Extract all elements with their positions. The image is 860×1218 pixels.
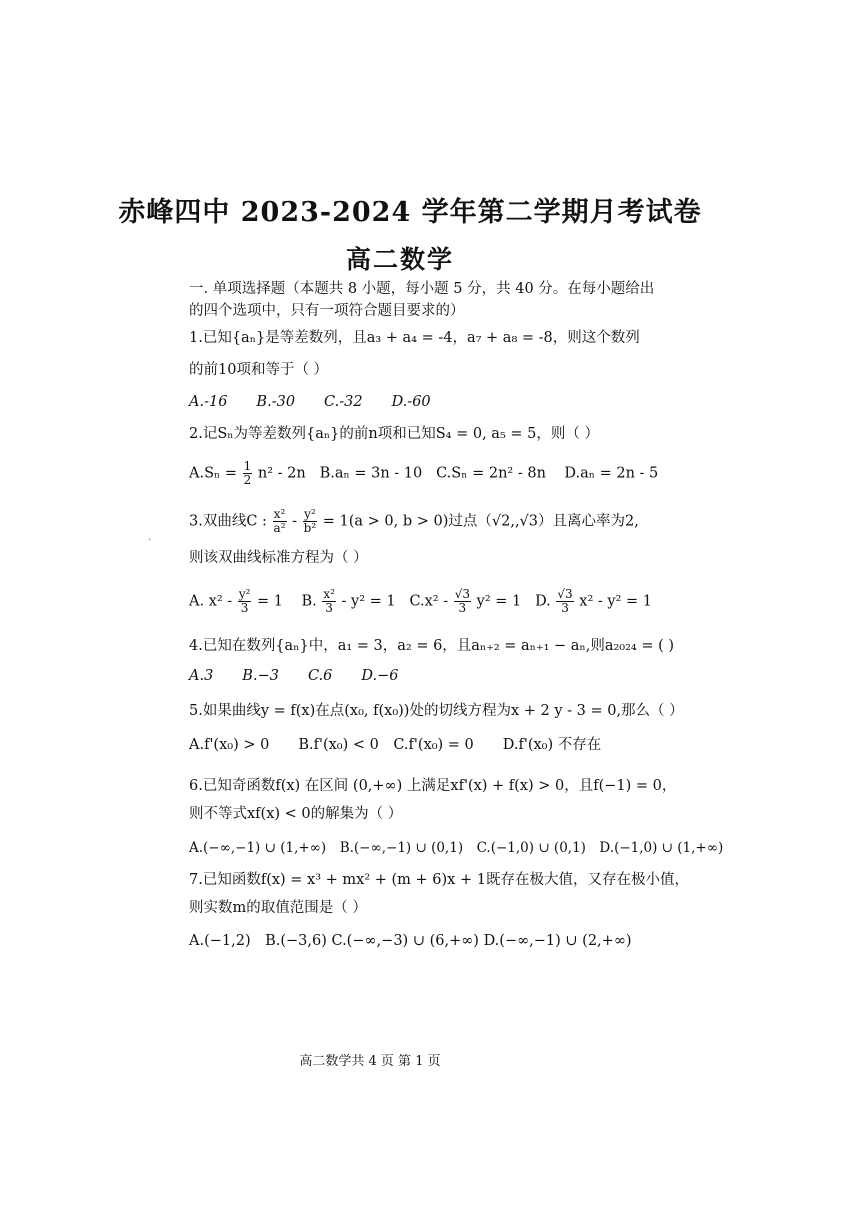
q3-d-num: √3 bbox=[557, 587, 573, 601]
q3-a-num: y² bbox=[238, 587, 251, 601]
q7-stem-line-2: 则实数m的取值范围是（ ） bbox=[189, 900, 367, 916]
section-heading-line-2: 的四个选项中，只有一项符合题目要求的） bbox=[189, 303, 465, 319]
q2-options bbox=[189, 460, 679, 487]
q1-stem-line-2: 的前10项和等于（ ） bbox=[189, 362, 329, 378]
q3-option-d-suffix: x² - y² = 1 bbox=[579, 593, 652, 610]
q3-option-c-suffix: y² = 1 bbox=[476, 593, 522, 610]
q3-a-den: 3 bbox=[240, 601, 249, 616]
q3-frac-y-num: y² bbox=[304, 507, 316, 521]
q6-stem-line-2: 则不等式xf(x) < 0的解集为（ ） bbox=[189, 806, 403, 822]
q3-option-c-prefix: C.x² - bbox=[409, 593, 449, 610]
q3-stem-line-2: 则该双曲线标准方程为（ ） bbox=[189, 550, 368, 566]
q3-option-c-fraction bbox=[454, 588, 471, 615]
exam-title: 赤峰四中 2023-2024 学年第二学期月考试卷 bbox=[118, 197, 702, 228]
q3-option-b-prefix: B. bbox=[301, 593, 317, 610]
section-heading-line-1: 一. 单项选择题（本题共 8 小题，每小题 5 分，共 40 分。在每小题给出 bbox=[189, 281, 655, 297]
q3-fraction-x bbox=[273, 508, 287, 535]
q4-options: A.3 B.−3 C.6 D.−6 bbox=[189, 668, 399, 684]
q2-option-d: D.aₙ = 2n - 5 bbox=[564, 465, 659, 482]
q3-stem-line-1 bbox=[189, 508, 679, 535]
q3-b-den: 3 bbox=[325, 601, 333, 616]
q2-frac-num: 1 bbox=[243, 459, 252, 473]
q3-prefix: 3.双曲线C : bbox=[189, 513, 267, 530]
q3-option-b-fraction bbox=[322, 588, 336, 615]
q2-option-a-prefix: A.Sₙ = bbox=[189, 465, 238, 482]
q4-stem: 4.已知在数列{aₙ}中，a₁ = 3，a₂ = 6，且aₙ₊₂ = aₙ₊₁ − aₙ,则a₂₀₂₄ = ( ) bbox=[189, 638, 675, 654]
q3-option-a-fraction bbox=[238, 588, 252, 615]
q1-stem-line-1: 1.已知{aₙ}是等差数列，且a₃ + a₄ = -4，a₇ + a₈ = -8，则这个数列 bbox=[189, 330, 640, 346]
q6-options: A.(−∞,−1) ∪ (1,+∞) B.(−∞,−1) ∪ (0,1) C.(−1,0) ∪ (0,1) D.(−1,0) ∪ (1,+∞) bbox=[189, 840, 724, 856]
q3-c-den: 3 bbox=[458, 601, 467, 616]
q2-option-a-suffix: n² - 2n bbox=[257, 465, 306, 482]
q3-frac-x-num: x² bbox=[273, 507, 286, 521]
q1-options: A.-16 B.-30 C.-32 D.-60 bbox=[189, 394, 431, 410]
q3-frac-x-den: a² bbox=[273, 521, 286, 536]
page-footer: 高二数学共 4 页 第 1 页 bbox=[299, 1054, 441, 1069]
q7-stem-line-1: 7.已知函数f(x) = x³ + mx² + (m + 6)x + 1既存在极大值，又存在极小值， bbox=[189, 872, 689, 888]
q3-c-num: √3 bbox=[454, 587, 471, 601]
q5-options: A.f'(x₀) > 0 B.f'(x₀) < 0 C.f'(x₀) = 0 D.f'(x₀) 不存在 bbox=[189, 737, 602, 753]
q3-option-b-suffix: - y² = 1 bbox=[341, 593, 396, 610]
q2-option-b: B.aₙ = 3n - 10 bbox=[319, 465, 423, 482]
q5-stem: 5.如果曲线y = f(x)在点(x₀, f(x₀))处的切线方程为x + 2 y - 3 = 0,那么（ ） bbox=[189, 703, 684, 719]
q3-d-den: 3 bbox=[561, 601, 569, 616]
q6-stem-line-1: 6.已知奇函数f(x) 在区间 (0,+∞) 上满足xf'(x) + f(x) > 0，且f(−1) = 0， bbox=[189, 778, 677, 794]
q3-frac-y-den: b² bbox=[303, 521, 317, 536]
q3-option-d-prefix: D. bbox=[535, 593, 551, 610]
q3-option-d-fraction bbox=[556, 588, 573, 615]
q3-minus: - bbox=[292, 513, 298, 530]
q7-options: A.(−1,2) B.(−3,6) C.(−∞,−3) ∪ (6,+∞) D.(−∞,−1) ∪ (2,+∞) bbox=[189, 933, 632, 949]
q3-fraction-y bbox=[303, 508, 318, 535]
q3-option-a-suffix: = 1 bbox=[257, 593, 283, 610]
q2-option-c: C.Sₙ = 2n² - 8n bbox=[436, 465, 546, 482]
q2-stem: 2.记Sₙ为等差数列{aₙ}的前n项和已知S₄ = 0, a₅ = 5，则（ ） bbox=[189, 426, 599, 442]
q3-b-num: x² bbox=[323, 587, 335, 601]
q2-frac-den: 2 bbox=[243, 473, 252, 488]
q3-suffix: = 1(a > 0, b > 0)过点（√2,,√3）且离心率为2, bbox=[322, 513, 639, 530]
q3-options bbox=[189, 588, 679, 615]
scan-mark: · bbox=[148, 535, 152, 546]
exam-subtitle: 高二数学 bbox=[345, 245, 454, 274]
q2-option-a-fraction bbox=[243, 460, 253, 487]
q3-option-a-prefix: A. x² - bbox=[189, 593, 233, 610]
